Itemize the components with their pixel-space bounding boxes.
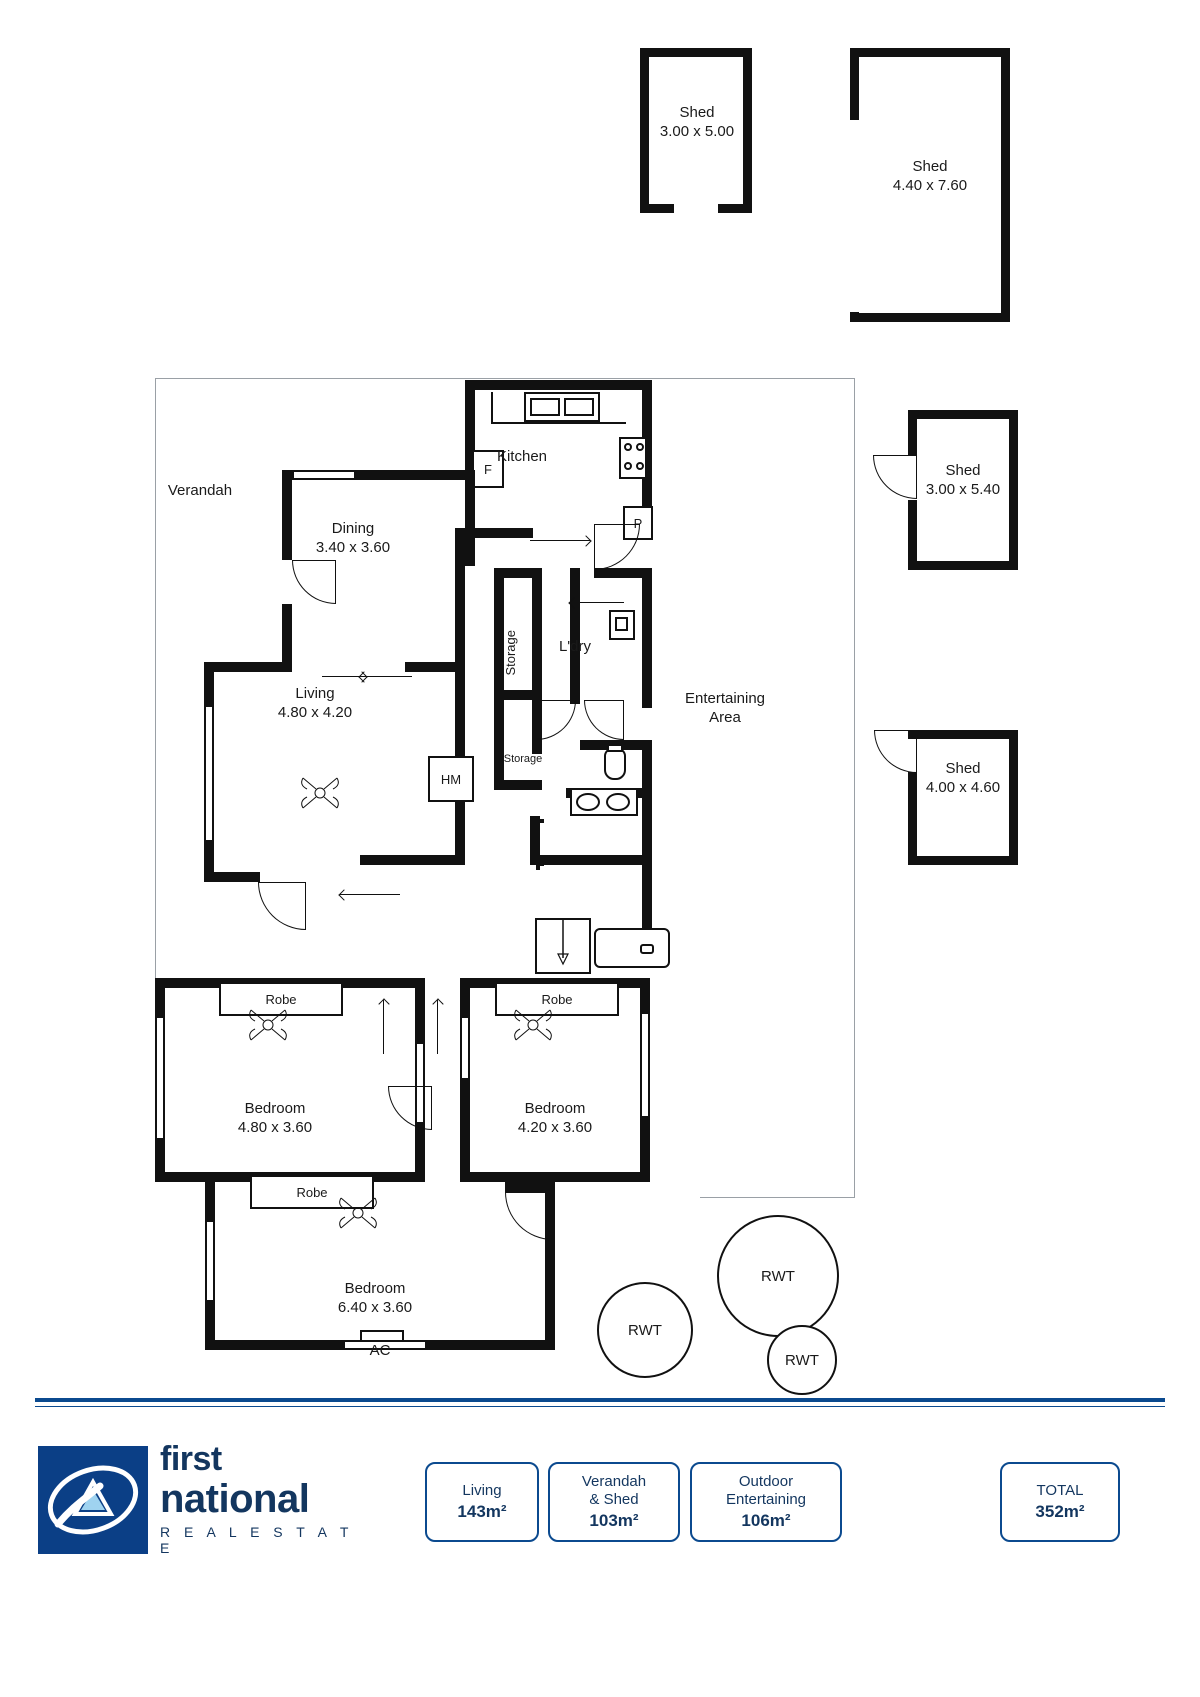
brand-logo [38,1442,358,1562]
shed-1-label: Shed 3.00 x 5.00 [659,104,735,140]
door-hall [258,882,306,930]
storage-tall-label: Storage [503,630,518,676]
window [640,1014,650,1116]
bedroom-2-label: Bedroom 4.20 x 3.60 [517,1100,593,1136]
flow-arrow [570,602,624,603]
brand-line-1: first [160,1440,222,1478]
area-chip-living: Living 143m² [425,1462,539,1542]
footer [0,1380,1200,1697]
pantry-label: P [623,506,653,540]
entertaining-label: Entertaining Area [684,690,766,726]
storage-small-label: Storage [503,753,543,765]
door-dining [292,560,336,604]
flow-arrow [437,1000,438,1054]
flow-arrow [360,676,412,677]
laundry-label: L'dry [558,638,592,655]
ac-label: AC [369,1342,391,1359]
door-laundry [594,524,640,570]
dining-label: Dining 3.40 x 3.60 [315,520,391,556]
window [204,707,214,840]
rain-water-tank-medium: RWT [597,1282,693,1378]
logo-mark-icon [38,1446,148,1554]
brand-line-3: R E A L E S T A T E [160,1523,354,1556]
ceiling-fan-icon [510,1002,556,1048]
bedroom-1-label: Bedroom 4.80 x 3.60 [237,1100,313,1136]
brand-line-2: national [160,1476,310,1521]
brand-wordmark [160,1442,358,1556]
window [205,1222,215,1300]
rain-water-tank-small: RWT [767,1325,837,1395]
window [288,470,354,480]
shed-3-label: Shed 3.00 x 5.40 [925,462,1001,498]
shed-4-label: Shed 4.00 x 4.60 [925,760,1001,796]
door-bath [584,700,624,740]
ceiling-fan-icon [335,1190,381,1236]
bath [594,928,670,968]
flow-arrow [530,540,590,541]
area-chip-outdoor-entertaining: Outdoor Entertaining 106m² [690,1462,842,1542]
ceiling-fan-icon [245,1002,291,1048]
door-bed3 [505,1192,553,1240]
divider [35,1398,1165,1402]
area-chip-total: TOTAL 352m² [1000,1462,1120,1542]
flow-arrow [383,1000,384,1054]
ceiling-fan-icon [297,770,343,816]
window [155,1018,165,1138]
shower-icon [535,918,591,974]
robe-1: Robe [219,982,343,1016]
bedroom-3-label: Bedroom 6.40 x 3.60 [337,1280,413,1316]
shed-2-label: Shed 4.40 x 7.60 [892,158,968,194]
robe-2: Robe [495,982,619,1016]
toilet [604,748,626,780]
kitchen-label: Kitchen [496,448,548,465]
hm-label: HM [428,756,474,802]
divider-thin [35,1406,1165,1407]
ac-unit [360,1330,404,1342]
door-wc [536,700,576,740]
door-bed1 [388,1086,432,1130]
area-chip-verandah-shed: Verandah & Shed 103m² [548,1462,680,1542]
verandah-label: Verandah [167,482,233,499]
window [460,1018,470,1078]
robe-3: Robe [250,1175,374,1209]
fridge-label: F [472,450,504,488]
flow-arrow [340,894,400,895]
rain-water-tank-large: RWT [717,1215,839,1337]
living-label: Living 4.80 x 4.20 [277,685,353,721]
